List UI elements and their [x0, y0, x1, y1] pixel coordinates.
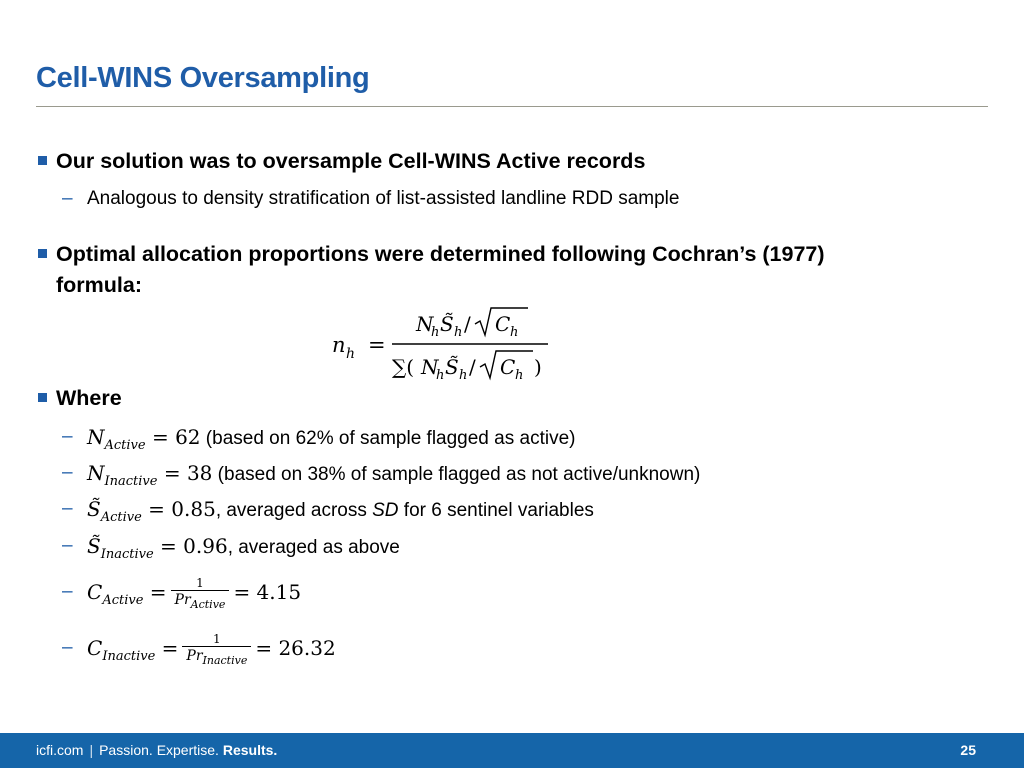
dash-icon: – — [62, 188, 73, 209]
title-divider — [36, 106, 988, 107]
svg-text:C: C — [500, 355, 516, 379]
bullet-text: Where — [56, 386, 122, 410]
dash-icon: – — [62, 498, 73, 519]
svg-text:h: h — [515, 368, 524, 383]
dash-icon: – — [62, 581, 73, 602]
page-number: 25 — [960, 742, 976, 758]
svg-text:/: / — [464, 312, 471, 336]
formula-equals: = — [368, 333, 386, 357]
cochran-formula — [330, 304, 570, 386]
svg-text:N: N — [421, 355, 439, 379]
svg-text:h: h — [510, 325, 519, 340]
svg-text:h: h — [431, 325, 440, 340]
dash-icon: – — [62, 462, 73, 483]
sub-bullet-text: Analogous to density stratification of list-assisted landline RDD sample — [87, 188, 680, 209]
bullet-text: Our solution was to oversample Cell-WINS Active records — [56, 149, 646, 173]
svg-text:S̃: S̃ — [445, 355, 459, 379]
footer-site-link[interactable]: icfi.com — [36, 742, 84, 758]
bullet-square-icon — [38, 156, 47, 165]
footer-bar — [0, 733, 1024, 768]
svg-text:h: h — [454, 325, 463, 340]
formula-lhs-sub: h — [346, 346, 356, 362]
svg-text:/: / — [469, 355, 476, 379]
fraction-c-inactive: $\frac{1}{Pr_{Inactive}}$ — [182, 632, 251, 667]
dash-icon: – — [62, 426, 73, 447]
bullet-text-line2: formula: — [56, 273, 142, 297]
svg-text:h: h — [459, 368, 468, 383]
footer-brand: icfi.com | Passion. Expertise. Results. — [36, 742, 278, 758]
bullet-text-line1: Optimal allocation proportions were determined following Cochran’s (1977) — [56, 242, 825, 266]
bullet-square-icon — [38, 393, 47, 402]
dash-icon: – — [62, 535, 73, 556]
formula-numerator-S: S̃ — [440, 312, 454, 336]
slide-title: Cell-WINS Oversampling — [36, 62, 370, 94]
formula-numerator-N: N — [416, 312, 434, 336]
formula-lhs: n — [332, 333, 346, 357]
svg-text:h: h — [436, 368, 445, 383]
bullet-square-icon — [38, 249, 47, 258]
sum-icon: ∑( — [392, 355, 415, 379]
svg-text:): ) — [534, 355, 542, 379]
dash-icon: – — [62, 637, 73, 658]
svg-text:C: C — [495, 312, 511, 336]
fraction-c-active: $\frac{1}{Pr_{Active}}$ — [171, 576, 230, 611]
